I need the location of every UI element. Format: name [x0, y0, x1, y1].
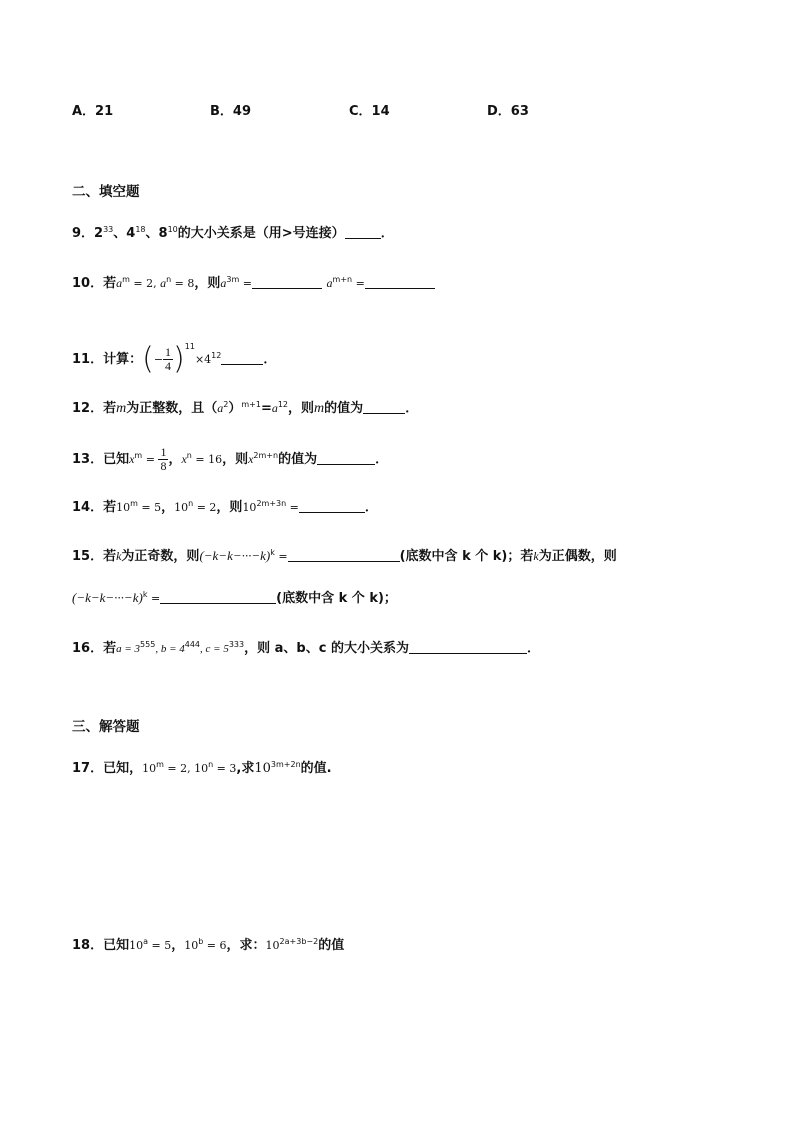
question-18: 18．已知$10^a = 5$，$10^b = 6$，求：$10^{2a+3b-2}$的值	[72, 937, 345, 953]
question-16: 16．若$a = 3^{555}$, $b = 4^{444}$, $c = 5^{333}$，则 a、b、c 的大小关系为 ．	[72, 640, 540, 656]
q13-fraction: $\frac{1}{8}$	[160, 445, 167, 473]
section-solve-heading: 三、解答题	[72, 719, 140, 735]
q12-answer-blank[interactable]	[363, 399, 405, 414]
question-13: 13．已知$x^m$ = $\frac{1}{8}$ ，$x^n = 16$，则$x^{2m+n}$的值为 ．	[72, 445, 389, 473]
q16-answer-blank[interactable]	[409, 639, 527, 654]
q15-answer-blank-2[interactable]	[160, 589, 276, 604]
q9-answer-blank[interactable]	[345, 224, 381, 239]
question-15: 15．若k为正奇数，则$(-k-k-\cdot\cdot\cdot-k)^k$ = (底数中含 k 个 k)；若k为正偶数，则	[72, 548, 617, 564]
option-b: B．49	[210, 104, 251, 119]
question-14: 14．若$10^m = 5$，$10^n = 2$，则$10^{2m+3n}$ = ．	[72, 499, 378, 515]
q11-answer-blank[interactable]	[221, 350, 263, 365]
q13-answer-blank[interactable]	[317, 450, 375, 465]
option-d: D．63	[487, 104, 529, 119]
q9-number: 9．	[72, 226, 95, 241]
question-11: 11．计算：(− $\frac{1}{4}$ )$^{11}\times 4^{12}$ ．	[72, 341, 277, 377]
question-15-continued: $(-k-k-\cdot\cdot\cdot-k)^k$ = (底数中含 k 个 k)；	[72, 590, 397, 606]
q14-answer-blank[interactable]	[299, 498, 365, 513]
question-10: 10．若$a^m = 2$, $a^n = 8$，则$a^{3m} = a^{m+n}$ =	[72, 270, 435, 294]
q10-answer-blank-1[interactable]	[252, 274, 322, 289]
q11-fraction: $\frac{1}{4}$	[165, 345, 172, 373]
question-12: 12．若m为正整数，且$(a^2)^{m+1}=a^{12}$，则m的值为 ．	[72, 400, 419, 416]
question-17: 17．已知，$10^m = 2$, $10^n = 3$,求$10^{3m+2n}$的值.	[72, 760, 332, 776]
section-fill-heading: 二、填空题	[72, 184, 140, 200]
option-a: A．21	[72, 104, 114, 119]
question-9: 9．$2^{33}$、$4^{18}$、$8^{10}$的大小关系是（用>号连接） ．	[72, 225, 394, 241]
q10-answer-blank-2[interactable]	[365, 274, 435, 289]
q15-answer-blank-1[interactable]	[288, 547, 400, 562]
option-c: C．14	[349, 104, 390, 119]
